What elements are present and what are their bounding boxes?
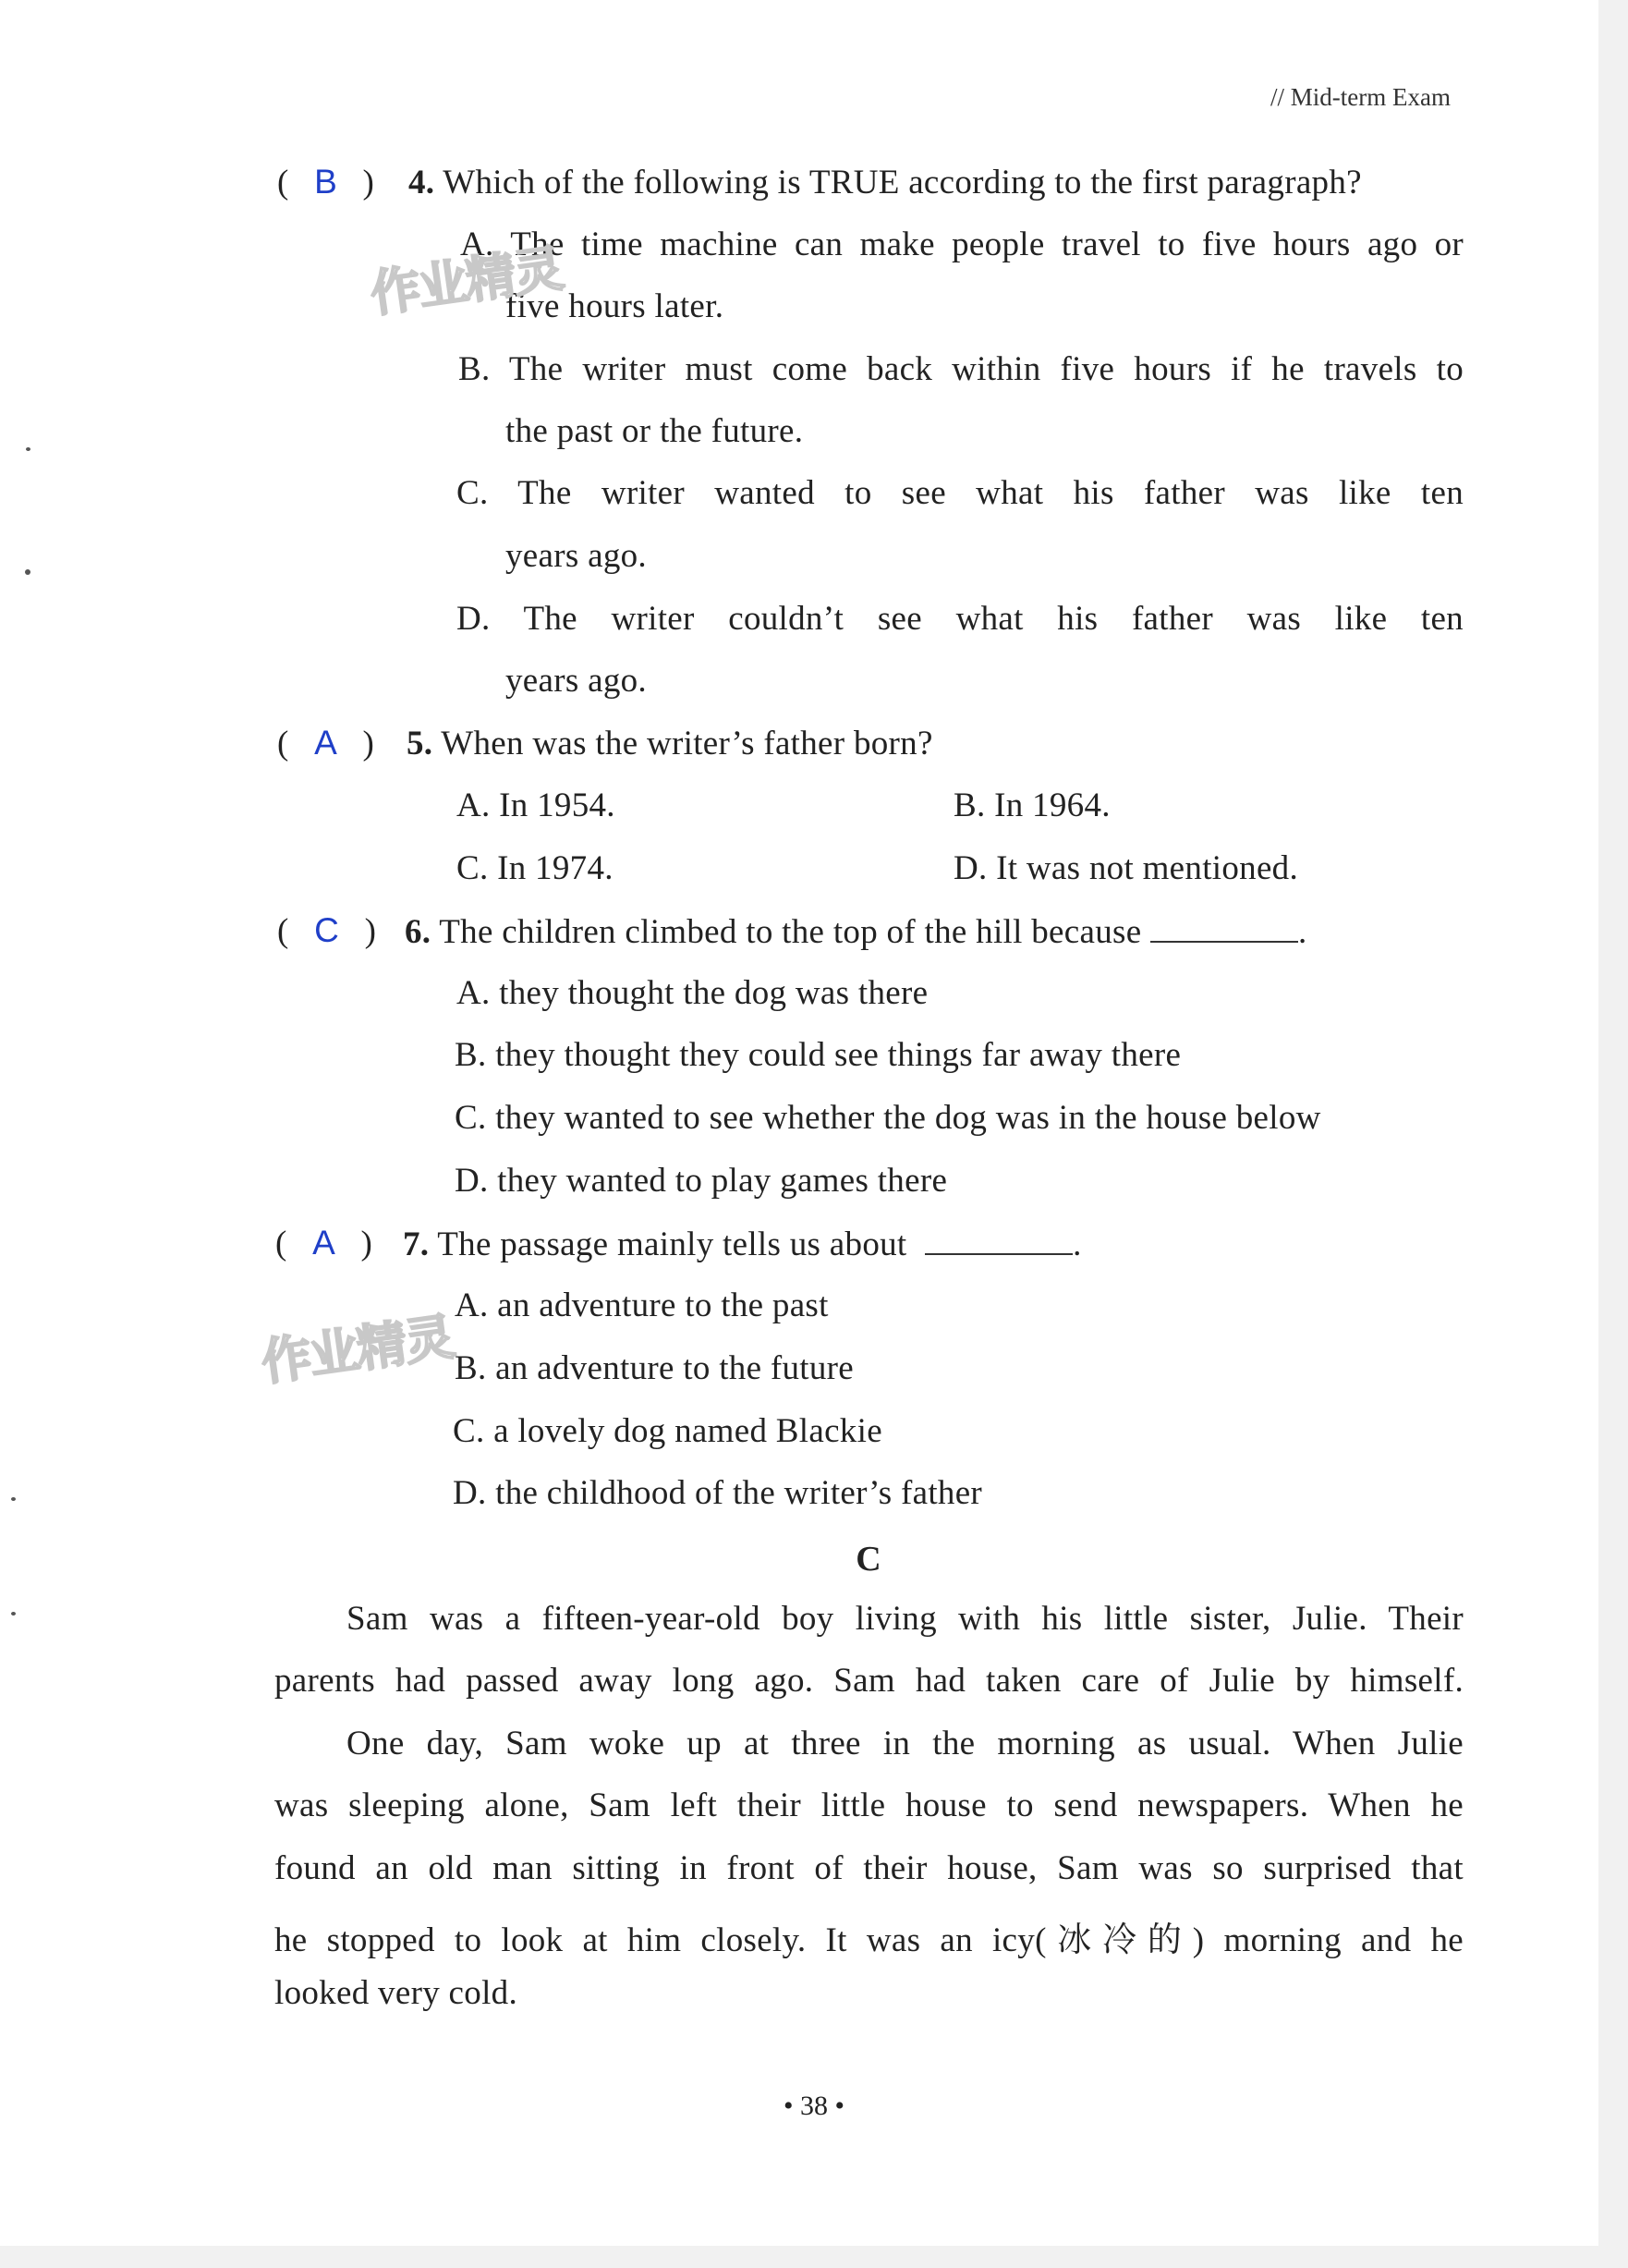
passage-line: he stopped to look at him closely. It was an icy(冰冷的) morning and he	[274, 1921, 1464, 1959]
answer-q6: C	[314, 911, 339, 949]
option-d: D. It was not mentioned.	[954, 849, 1299, 887]
question-4	[408, 163, 1362, 202]
option-d: D. the childhood of the writer’s father	[453, 1474, 983, 1512]
option-a-line2: five hours later.	[505, 287, 724, 325]
answer-bracket: ( A )	[275, 1224, 372, 1262]
answer-q5: A	[314, 724, 337, 762]
option-c-line1: C. The writer wanted to see what his father was like ten	[456, 474, 1464, 512]
option-b: B. an adventure to the future	[455, 1349, 854, 1387]
passage-line: parents had passed away long ago. Sam had taken care of Julie by himself.	[274, 1662, 1464, 1700]
option-d: D. they wanted to play games there	[455, 1162, 948, 1200]
option-a: A. In 1954.	[456, 786, 615, 824]
question-text: The passage mainly tells us about	[437, 1225, 907, 1263]
option-c: C. In 1974.	[456, 849, 614, 887]
question-text: When was the writer’s father born?	[441, 725, 933, 762]
passage-line: One day, Sam woke up at three in the morning as usual. When Julie	[346, 1725, 1464, 1762]
passage-line: was sleeping alone, Sam left their little house to send newspapers. When he	[274, 1786, 1464, 1824]
option-b-line1: B. The writer must come back within five hours if he travels to	[458, 350, 1464, 388]
question-5	[407, 724, 933, 763]
question-text: The children climbed to the top of the hill because	[439, 913, 1142, 951]
page-number: • 38 •	[783, 2091, 844, 2121]
question-number: 7.	[403, 1225, 430, 1263]
option-a: A. they thought the dog was there	[456, 974, 929, 1012]
scan-speck	[26, 447, 30, 451]
option-b: B. In 1964.	[954, 786, 1111, 824]
option-c: C. a lovely dog named Blackie	[453, 1412, 882, 1450]
answer-bracket: ( A )	[277, 724, 374, 762]
question-text: Which of the following is TRUE according to the first paragraph?	[443, 164, 1362, 201]
option-a: A. an adventure to the past	[455, 1286, 829, 1324]
question-number: 4.	[408, 164, 435, 201]
passage-line: found an old man sitting in front of their house, Sam was so surprised that	[274, 1849, 1464, 1887]
passage-line: Sam was a fifteen-year-old boy living with his little sister, Julie. Their	[346, 1600, 1464, 1638]
watermark: 作业精灵	[258, 1307, 456, 1393]
question-6: 6. The children climbed to the top of the hill because .	[405, 913, 1307, 951]
scan-speck	[11, 1612, 16, 1616]
option-c-line2: years ago.	[505, 537, 647, 575]
option-d-line2: years ago.	[505, 662, 647, 700]
section-title: C	[856, 1540, 881, 1579]
answer-bracket: ( B )	[277, 163, 374, 201]
scan-speck	[25, 569, 30, 575]
watermark: 作业精灵	[367, 238, 565, 324]
option-d-line1: D. The writer couldn’t see what his father was like ten	[456, 600, 1464, 638]
question-7: 7. The passage mainly tells us about .	[403, 1225, 1082, 1263]
option-b-line2: the past or the future.	[505, 412, 804, 450]
answer-blank	[1150, 911, 1298, 943]
answer-bracket: ( C )	[277, 911, 376, 950]
question-number: 6.	[405, 913, 431, 951]
question-number: 5.	[407, 725, 433, 762]
option-b: B. they thought they could see things far away there	[455, 1036, 1182, 1074]
answer-q4: B	[314, 163, 337, 201]
scan-speck	[11, 1497, 16, 1501]
header-title: // Mid-term Exam	[1270, 83, 1451, 111]
option-c: C. they wanted to see whether the dog was in the house below	[455, 1099, 1321, 1137]
option-a-line1: A. The time machine can make people travel to five hours ago or	[460, 226, 1464, 263]
answer-blank	[925, 1224, 1073, 1255]
answer-q7: A	[312, 1224, 335, 1262]
passage-line: looked very cold.	[274, 1974, 517, 2012]
